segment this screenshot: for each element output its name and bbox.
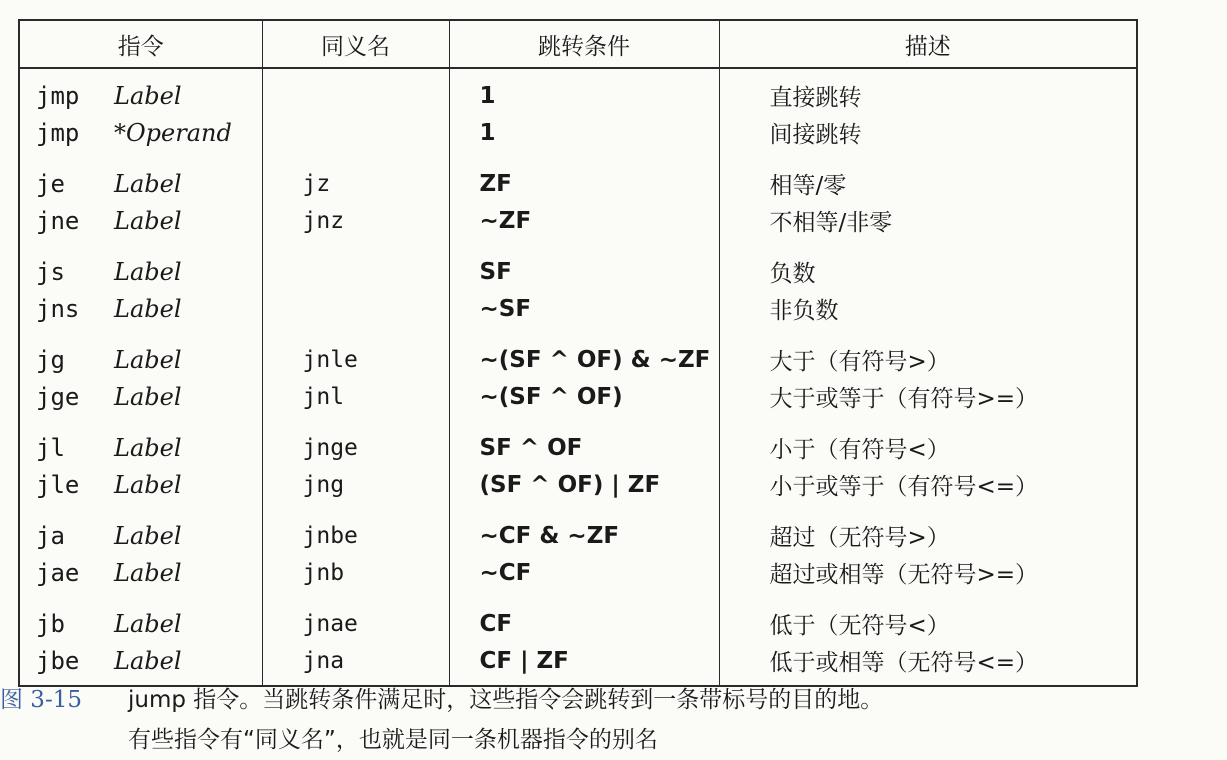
synonym-cell [262, 290, 449, 333]
table-row [19, 509, 1137, 554]
table-row [19, 68, 1137, 114]
instruction-operand: Label [114, 206, 182, 235]
instruction-operand: Label [114, 382, 182, 411]
instruction-operand: Label [114, 345, 182, 374]
synonym-cell: jnae [262, 597, 449, 642]
condition-cell: ~CF & ~ZF [449, 509, 719, 554]
header-instruction: 指令 [19, 20, 262, 68]
condition-cell: ~(SF ^ OF) & ~ZF [449, 333, 719, 378]
table-row [19, 554, 1137, 597]
instruction-cell [19, 68, 262, 114]
synonym-cell: jnz [262, 202, 449, 245]
synonym-cell: jna [262, 642, 449, 686]
instruction-operand: Label [114, 169, 182, 198]
synonym-cell: jnbe [262, 509, 449, 554]
header-condition: 跳转条件 [449, 20, 719, 68]
synonym-cell: jnb [262, 554, 449, 597]
table-row [19, 290, 1137, 333]
description-cell: 超过或相等（无符号>=） [719, 554, 1137, 597]
condition-cell: 1 [449, 114, 719, 157]
instruction-cell [19, 597, 262, 642]
table-row [19, 245, 1137, 290]
condition-cell: CF | ZF [449, 642, 719, 686]
synonym-cell [262, 114, 449, 157]
instruction-cell [19, 333, 262, 378]
description-cell: 超过（无符号>） [719, 509, 1137, 554]
condition-cell: ZF [449, 157, 719, 202]
description-cell: 非负数 [719, 290, 1137, 333]
instruction-mnemonic: jns [36, 294, 80, 323]
instruction-cell [19, 554, 262, 597]
instruction-cell [19, 114, 262, 157]
table-header-row [19, 20, 1137, 68]
caption-text [128, 680, 1223, 760]
description-cell: 相等/零 [719, 157, 1137, 202]
instruction-cell [19, 378, 262, 421]
synonym-cell [262, 245, 449, 290]
description-cell: 低于或相等（无符号<=） [719, 642, 1137, 686]
instruction-cell [19, 202, 262, 245]
description-cell: 间接跳转 [719, 114, 1137, 157]
instruction-cell [19, 509, 262, 554]
synonym-cell [262, 68, 449, 114]
figure-number: 图 3-15 [0, 687, 82, 713]
table-row [19, 421, 1137, 466]
instruction-mnemonic: jne [36, 206, 80, 235]
instruction-mnemonic: jge [36, 382, 80, 411]
instruction-operand: *Operand [114, 118, 232, 147]
instruction-cell [19, 421, 262, 466]
instruction-mnemonic: jg [36, 345, 65, 374]
instruction-operand: Label [114, 609, 182, 638]
description-cell: 直接跳转 [719, 68, 1137, 114]
condition-cell: 1 [449, 68, 719, 114]
table-row [19, 466, 1137, 509]
description-cell: 小于（有符号<） [719, 421, 1137, 466]
header-description: 描述 [719, 20, 1137, 68]
instruction-operand: Label [114, 257, 182, 286]
condition-cell: (SF ^ OF) | ZF [449, 466, 719, 509]
table-row [19, 114, 1137, 157]
header-synonym: 同义名 [262, 20, 449, 68]
instruction-mnemonic: jmp [36, 118, 80, 147]
instruction-operand: Label [114, 470, 182, 499]
description-cell: 大于（有符号>） [719, 333, 1137, 378]
instruction-cell [19, 290, 262, 333]
instruction-operand: Label [114, 81, 182, 110]
table-row [19, 597, 1137, 642]
instruction-mnemonic: jle [36, 470, 80, 499]
instruction-cell [19, 245, 262, 290]
description-cell: 低于（无符号<） [719, 597, 1137, 642]
synonym-cell: jnl [262, 378, 449, 421]
instruction-mnemonic: jmp [36, 81, 80, 110]
table-row [19, 333, 1137, 378]
instruction-mnemonic: jae [36, 558, 80, 587]
synonym-cell: jz [262, 157, 449, 202]
condition-cell: ~CF [449, 554, 719, 597]
jump-instruction-table [18, 19, 1138, 687]
instruction-mnemonic: js [36, 257, 65, 286]
table-body [19, 68, 1137, 686]
condition-cell: CF [449, 597, 719, 642]
instruction-mnemonic: jb [36, 609, 65, 638]
instruction-operand: Label [114, 521, 182, 550]
instruction-mnemonic: je [36, 169, 65, 198]
instruction-operand: Label [114, 558, 182, 587]
caption-line-1: jump 指令。当跳转条件满足时，这些指令会跳转到一条带标号的目的地。 [128, 687, 884, 713]
condition-cell: ~SF [449, 290, 719, 333]
description-cell: 负数 [719, 245, 1137, 290]
condition-cell: ~ZF [449, 202, 719, 245]
condition-cell: SF ^ OF [449, 421, 719, 466]
condition-cell: SF [449, 245, 719, 290]
description-cell: 小于或等于（有符号<=） [719, 466, 1137, 509]
synonym-cell: jnge [262, 421, 449, 466]
instruction-cell [19, 466, 262, 509]
caption-line-2: 有些指令有“同义名”，也就是同一条机器指令的别名 [128, 727, 658, 753]
instruction-operand: Label [114, 646, 182, 675]
synonym-cell: jnle [262, 333, 449, 378]
description-cell: 不相等/非零 [719, 202, 1137, 245]
instruction-mnemonic: jl [36, 433, 65, 462]
instruction-mnemonic: ja [36, 521, 65, 550]
description-cell: 大于或等于（有符号>=） [719, 378, 1137, 421]
instruction-operand: Label [114, 294, 182, 323]
table-row [19, 378, 1137, 421]
synonym-cell: jng [262, 466, 449, 509]
table-row [19, 202, 1137, 245]
condition-cell: ~(SF ^ OF) [449, 378, 719, 421]
instruction-cell [19, 157, 262, 202]
instruction-mnemonic: jbe [36, 646, 80, 675]
table-row [19, 157, 1137, 202]
instruction-operand: Label [114, 433, 182, 462]
